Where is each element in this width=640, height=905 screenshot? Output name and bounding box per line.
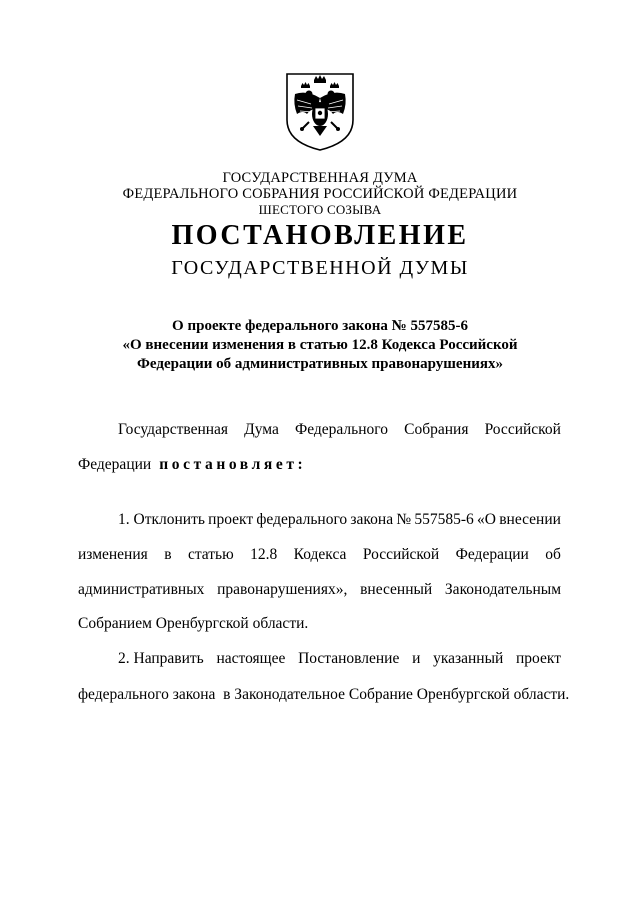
org-name-line2: ФЕДЕРАЛЬНОГО СОБРАНИЯ РОССИЙСКОЙ ФЕДЕРАЦИИ: [122, 186, 518, 202]
word: Законодательным: [444, 581, 561, 598]
word: Дума: [244, 421, 279, 438]
word: указанный: [433, 650, 504, 667]
word: проект: [516, 650, 561, 667]
coat-of-arms-icon: [281, 70, 359, 152]
word: об: [545, 546, 561, 563]
word: Государственная: [118, 421, 229, 438]
preamble-line2: [78, 456, 561, 474]
word: статью: [187, 546, 234, 563]
word: настоящее: [216, 650, 286, 667]
word: федерального: [256, 511, 348, 528]
word: административных: [78, 581, 205, 598]
heading-line2: «О внесении изменения в статью 12.8 Кодекса Российской: [122, 337, 518, 353]
word: закона: [350, 511, 394, 528]
org-name-line1: ГОСУДАРСТВЕННАЯ ДУМА: [222, 170, 418, 186]
word: Федерального: [294, 421, 389, 438]
heading-line1: О проекте федерального закона № 557585-6: [172, 318, 468, 334]
item1-line4: Собранием Оренбургской области.: [78, 615, 309, 632]
item1-line1: [118, 511, 561, 529]
word: Постановление: [298, 650, 400, 667]
resolves-label: постановляет:: [159, 456, 307, 473]
item2-line2: федерального закона в Законодательное Собрание Оренбургской области.: [78, 686, 570, 703]
preamble-line1: [118, 421, 561, 439]
word: 1. Отклонить: [118, 511, 205, 528]
word: 12.8: [250, 546, 278, 563]
word: Федерации: [455, 546, 529, 563]
word: внесении: [499, 511, 561, 528]
item1-line2: [78, 546, 561, 564]
word: и: [412, 650, 421, 667]
word: изменения: [78, 546, 148, 563]
word: Кодекса: [293, 546, 347, 563]
word: Собрания: [404, 421, 469, 438]
word: «О: [477, 511, 496, 528]
word: 2. Направить: [118, 650, 204, 667]
word: в: [164, 546, 172, 563]
word: Российской: [362, 546, 440, 563]
heading-line3: Федерации об административных правонарушениях»: [137, 356, 503, 372]
item1-line3: [78, 581, 561, 599]
word: внесенный: [360, 581, 433, 598]
document-subtitle: ГОСУДАРСТВЕННОЙ ДУМЫ: [171, 257, 469, 279]
item2-line1: [118, 650, 561, 668]
word: 557585-6: [414, 511, 474, 528]
word: правонарушениях»,: [217, 581, 348, 598]
convocation-label: ШЕСТОГО СОЗЫВА: [258, 202, 382, 217]
preamble-text: Федерации: [78, 456, 152, 473]
word: №: [396, 511, 412, 528]
document-title: ПОСТАНОВЛЕНИЕ: [171, 220, 469, 251]
word: Российской: [484, 421, 561, 438]
word: проект: [208, 511, 254, 528]
